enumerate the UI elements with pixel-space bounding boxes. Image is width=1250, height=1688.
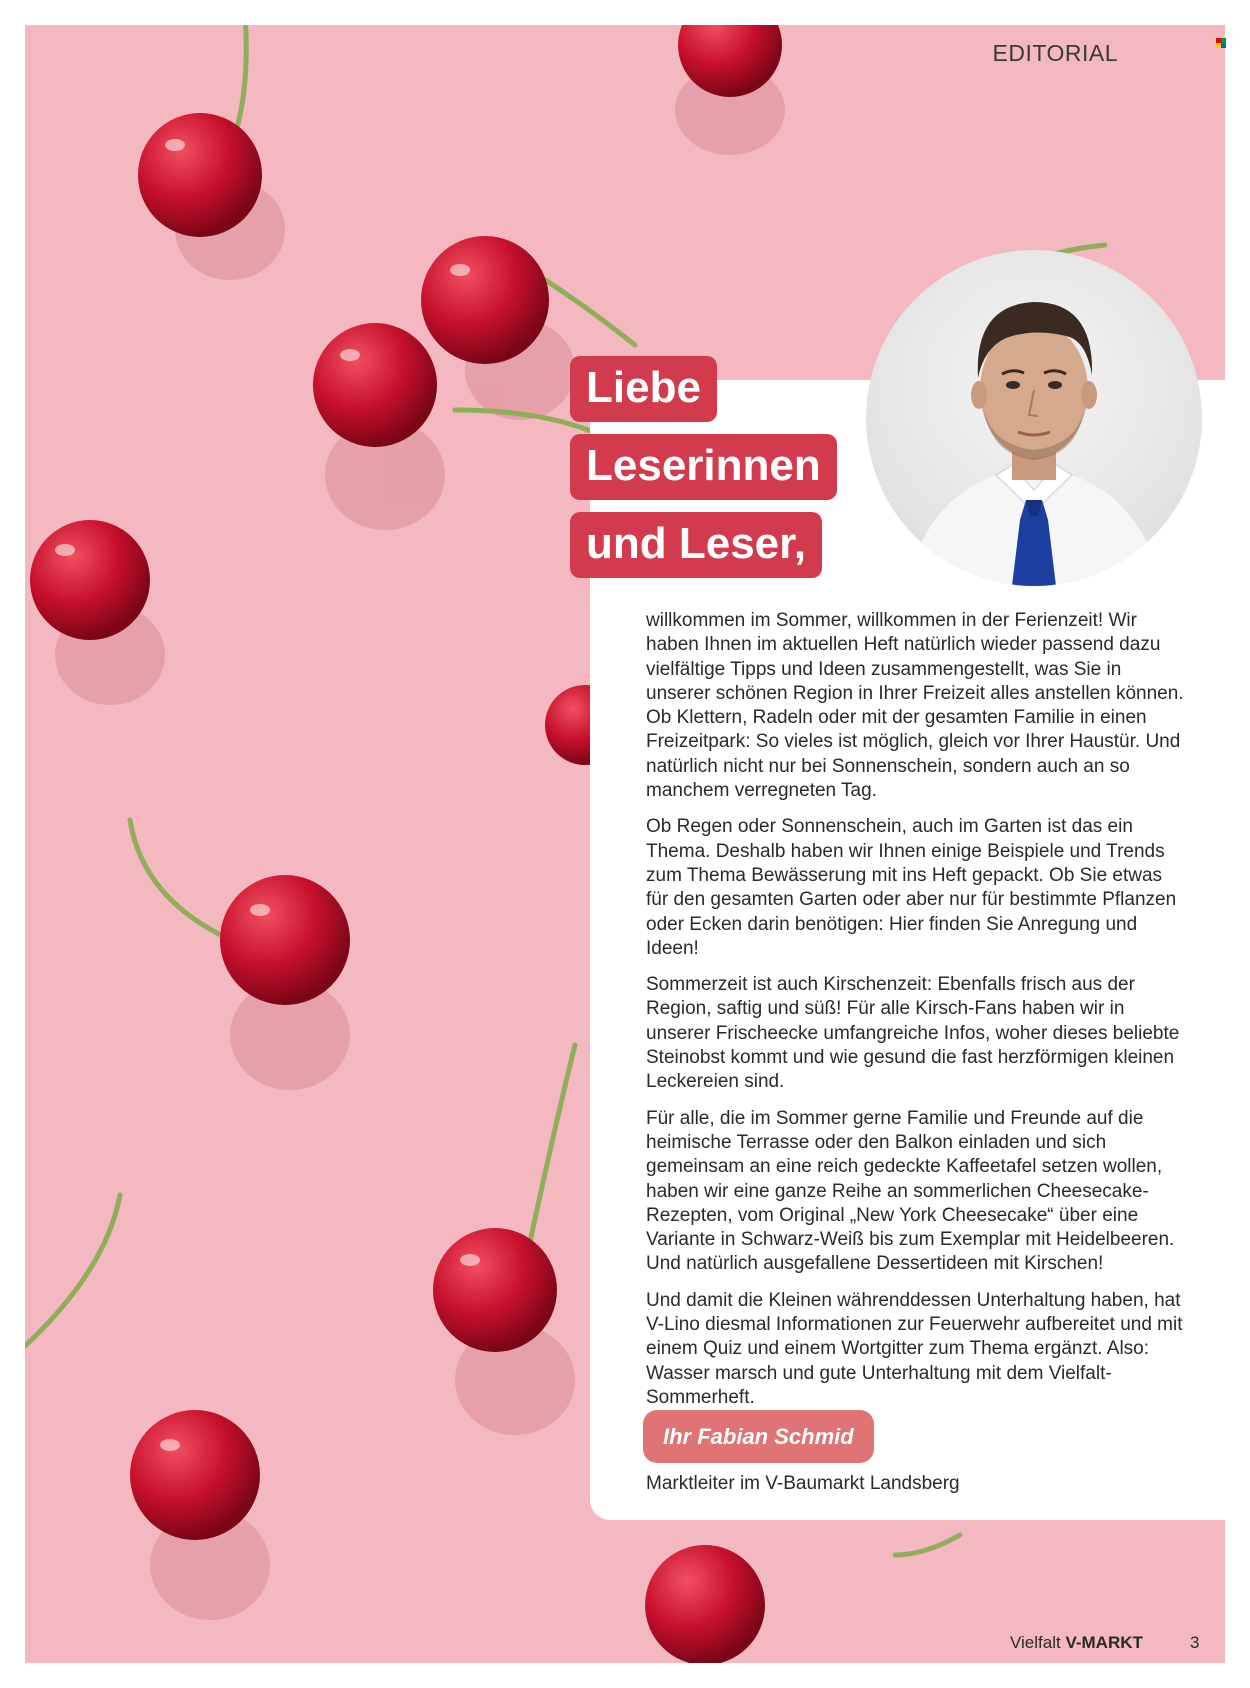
author-portrait (866, 250, 1202, 586)
signature-name: Ihr Fabian Schmid (643, 1410, 874, 1463)
body-paragraph: Und damit die Kleinen währenddessen Unterhaltung haben, hat V-Lino diesmal Informationen zur Feuerwehr aufbereitet und mit einem Quiz und einem Wortgitter zum Thema ergänzt. Also: Wasser marsch und gute Unterhaltung mit dem Vielfalt-Sommerheft. (646, 1289, 1183, 1408)
person-icon (866, 250, 1202, 586)
page-number: 3 (1190, 1633, 1200, 1652)
body-paragraph: willkommen im Sommer, willkommen in der Ferienzeit! Wir haben Ihnen im aktuellen Heft natürlich wieder passend dazu vielfältige Tipps und Ideen zusammengestellt, was Sie in unserer schönen Region in Ihrer Freizeit alles anstellen können. Ob Klettern, Radeln oder mit der gesamten Familie in einen Freizeitpark: So vieles ist möglich, gleich vor Ihrer Haustür. Und natürlich nicht nur bei Sonnenschein, sondern auch an so manchem verregneten Tag. (646, 610, 1184, 802)
editorial-body (646, 609, 1186, 1422)
headline-line-1: Liebe (570, 356, 717, 422)
body-paragraph: Ob Regen oder Sonnenschein, auch im Garten ist das ein Thema. Deshalb haben wir Ihnen einige Beispiele und Trends zum Thema Bewässerung mit ins Heft gepackt. Ob Sie etwas für den gesamten Garten oder aber nur für bestimmte Pflanzen oder Ecken darin benötigen: Hier finden Sie Anregung und Ideen! (646, 816, 1177, 959)
footer-brand-prefix: Vielfalt (1010, 1633, 1061, 1652)
brand-color-icon (1216, 35, 1226, 53)
headline-line-3: und Leser, (570, 512, 822, 578)
signature-role: Marktleiter im V-Baumarkt Landsberg (646, 1473, 960, 1494)
headline-line-2: Leserinnen (570, 434, 837, 500)
section-label: EDITORIAL (992, 40, 1118, 66)
body-paragraph: Sommerzeit ist auch Kirschenzeit: Ebenfalls frisch aus der Region, saftig und süß! Für alle Kirsch-Fans haben wir in unserer Frischeecke umfangreiche Infos, woher dieses beliebte Steinobst kommt und wie gesund die fast herzförmigen kleinen Leckereien sind. (646, 974, 1180, 1093)
footer-brand-name: V-MARKT (1065, 1633, 1143, 1652)
body-paragraph: Für alle, die im Sommer gerne Familie und Freunde auf die heimische Terrasse oder den Balkon einladen und sich gemeinsam an eine reich gedeckte Kaffeetafel setzen wollen, haben wir eine ganze Reihe an sommerlichen Cheesecake-Rezepten, vom Original „New York Cheesecake“ über eine Variante in Schwarz-Weiß bis zum Exemplar mit Heidelbeeren. Und natürlich ausgefallene Dessertideen mit Kirschen! (646, 1107, 1175, 1275)
footer-brand (1010, 1633, 1143, 1653)
